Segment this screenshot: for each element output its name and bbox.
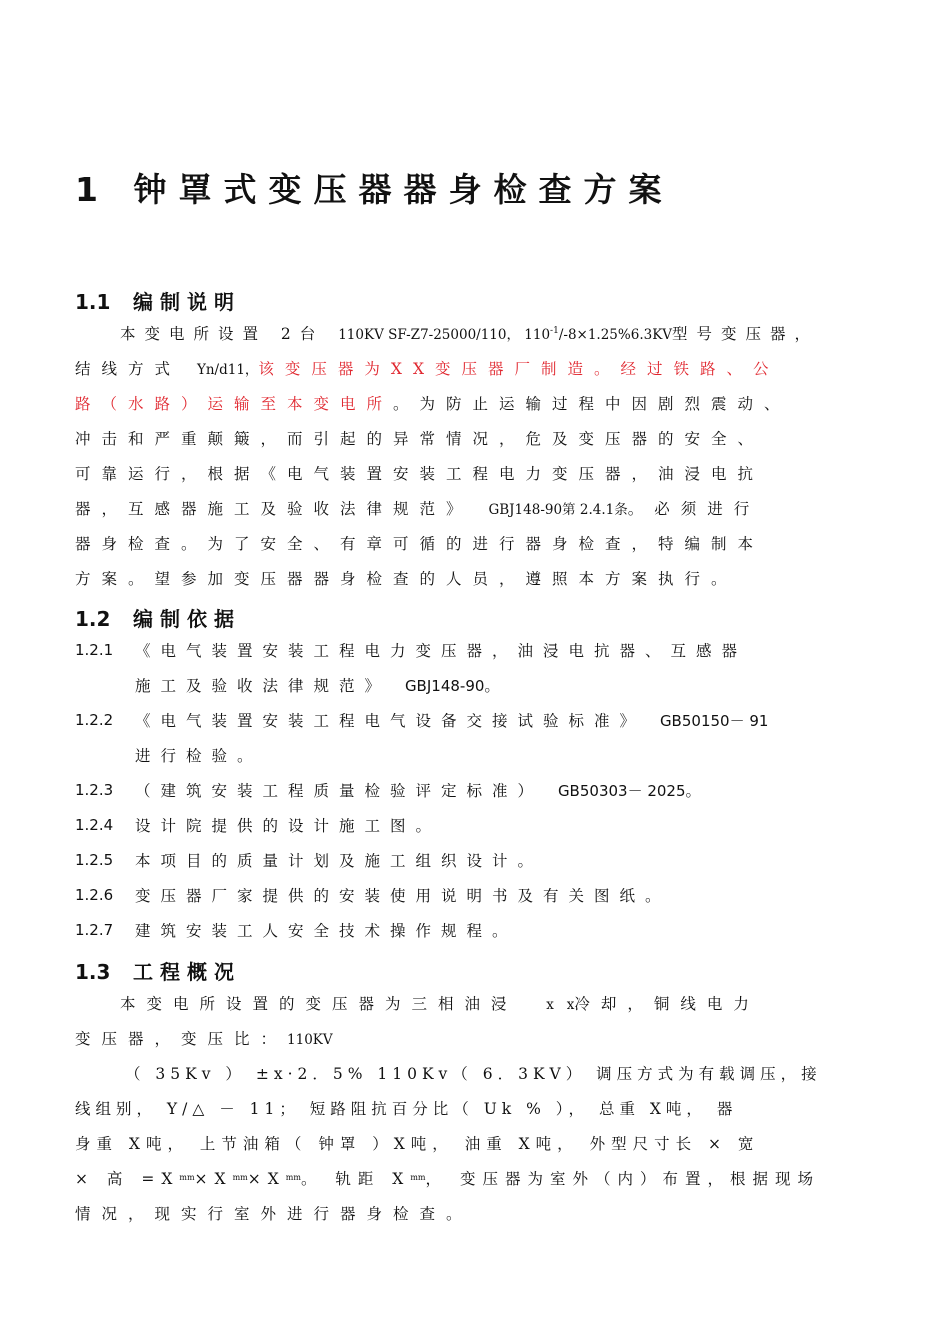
item-text: （建筑安装工程质量检验评定标准） GB50303－ 2025。 [135,782,712,800]
paragraph-line: 冲击和严重颠簸，而引起的异常情况，危及变压器的安全、 [75,430,765,448]
item-number: 1.2.3 [75,781,114,799]
paragraph-line: 变压器，变压比：110KV [75,1030,333,1048]
section-heading-1-1: 1.1 编制说明 [75,290,241,314]
paragraph-line: 情况，现实行室外进行器身检查。 [75,1205,473,1223]
item-number: 1.2.6 [75,886,114,904]
section-heading-1-2: 1.2 编制依据 [75,607,241,631]
item-number: 1.2.5 [75,851,114,869]
item-number: 1.2.7 [75,921,114,939]
paragraph-line: 本变电所设置的变压器为三相油浸 x x冷却，铜线电力 [120,995,760,1013]
paragraph-line: 器身检查。为了安全、有章可循的进行器身检查，特编制本 [75,535,765,553]
item-text: 建筑安装工人安全技术操作规程。 [135,922,518,940]
paragraph-line: 路（水路）运输至本变电所。为防止运输过程中因剧烈震动、 [75,395,791,413]
paragraph-line: 本变电所设置 2台 110KV SF-Z7-25000/110， $110^{-1}/-8\times 1.25\%6.3KV$型号变压器， [120,325,820,343]
highlighted-text: 该变压器为XX变压器厂制造。经过铁路、公 [258,360,780,378]
highlighted-text: 路（水路）运输至本变电所 [75,395,394,413]
paragraph-line: × 高 $=X^{mm}\times X^{mm}\times X^{mm}$。 轨距 $X^{mm}$， 变压器为室外（内）布置，根据现场 [75,1170,820,1188]
item-number: 1.2.2 [75,711,114,729]
item-number: 1.2.4 [75,816,114,834]
section-heading-1-3: 1.3 工程概况 [75,960,241,984]
item-text: 《电气装置安装工程电力变压器，油浸电抗器、互感器 [135,642,748,660]
paragraph-line: 可靠运行，根据《电气装置安装工程电力变压器，油浸电抗 [75,465,765,483]
item-text: 进行检验。 [135,747,263,765]
item-text: 《电气装置安装工程电气设备交接试验标准》 GB50150－ 91 [135,712,769,730]
item-text: 本项目的质量计划及施工组织设计。 [135,852,544,870]
paragraph-line: 器，互感器施工及验收法律规范》 GBJ148-90第 2.4.1条。必须进行 [75,500,761,518]
paragraph-line: 身重 X吨， 上节油箱（ 钟罩 ）X吨， 油重 X吨， 外型尺寸长 × 宽 [75,1135,760,1153]
document-title: 1 钟罩式变压器器身检查方案 [75,170,674,209]
paragraph-line: 结线方式 Yn/d11，该变压器为XX变压器厂制造。经过铁路、公 [75,360,780,378]
item-text: 设计院提供的设计施工图。 [135,817,442,835]
item-text: 变压器厂家提供的安装使用说明书及有关图纸。 [135,887,671,905]
paragraph-line: 线组别， Y/△ － 11； 短路阻抗百分比（ Uk % ）， 总重 X吨， 器 [75,1100,738,1118]
item-text: 施工及验收法律规范》 GBJ148-90。 [135,677,510,695]
paragraph-line: 方案。望参加变压器器身检查的人员，遵照本方案执行。 [75,570,738,588]
paragraph-line: （ 35Kv ） ±x·2．5% 110Kv（ 6．3KV） 调压方式为有载调压，接 [125,1065,822,1083]
item-number: 1.2.1 [75,641,114,659]
